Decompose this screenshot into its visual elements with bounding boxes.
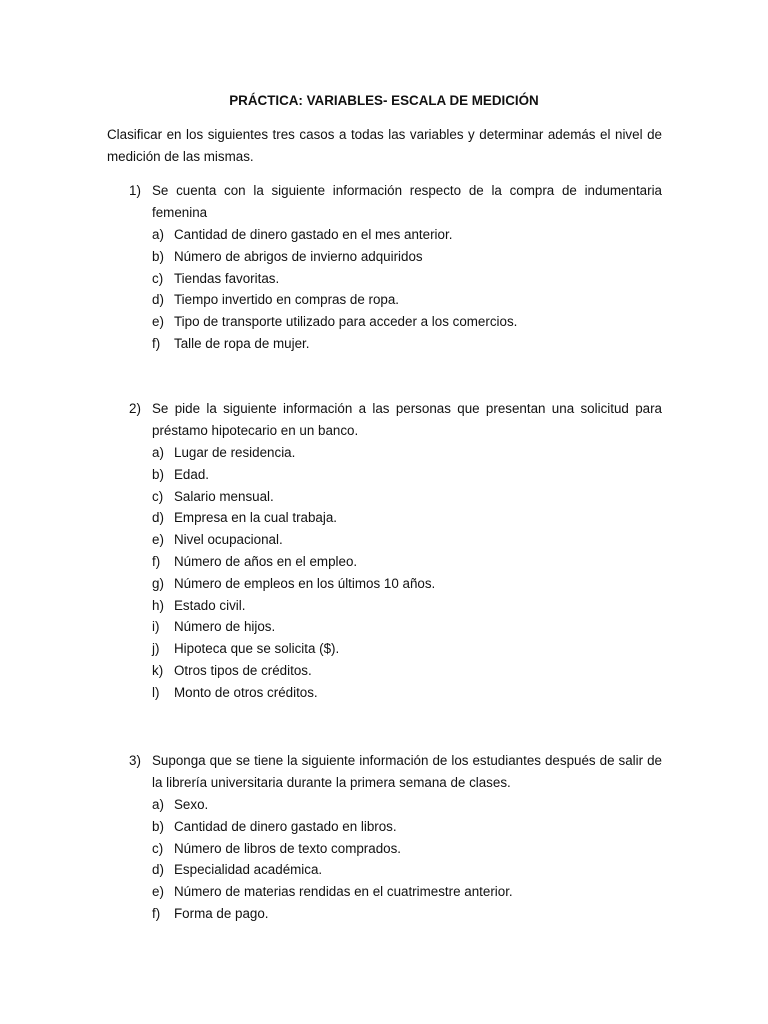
item-text: Cantidad de dinero gastado en el mes anterior.: [174, 227, 453, 242]
item-text: Número de hijos.: [174, 619, 276, 635]
item-text: Edad.: [174, 466, 209, 482]
item-letter: c): [152, 840, 164, 856]
item-letter: g): [152, 575, 164, 591]
page-title: PRÁCTICA: VARIABLES- ESCALA DE MEDICIÓN: [229, 93, 539, 108]
list-item: [107, 660, 662, 682]
list-item: [107, 507, 662, 529]
item-letter: k): [152, 662, 164, 678]
list-item: [107, 859, 662, 881]
item-text: Forma de pago.: [174, 905, 269, 921]
question-number: 2): [129, 401, 141, 416]
item-letter: i): [152, 619, 160, 635]
list-item: [107, 903, 662, 925]
item-text: Hipoteca que se solicita ($).: [174, 641, 340, 657]
item-text: Tipo de transporte utilizado para acceder a los comercios.: [174, 314, 518, 330]
item-letter: d): [152, 510, 164, 526]
item-text: Especialidad académica.: [174, 862, 323, 878]
question-2: [107, 398, 662, 704]
item-text: Cantidad de dinero gastado en libros.: [174, 818, 397, 834]
list-item: [107, 616, 662, 638]
list-item: [107, 573, 662, 595]
item-text: Tiempo invertido en compras de ropa.: [174, 292, 400, 308]
question-number: 3): [129, 753, 141, 768]
list-item: [107, 551, 662, 573]
item-letter: f): [152, 905, 161, 921]
item-letter: h): [152, 597, 164, 613]
question-text: Se pide la siguiente información a las personas que presentan una solicitud para préstamo hipotecario en un banco.: [152, 401, 662, 438]
item-letter: e): [152, 884, 164, 900]
question-text: Suponga que se tiene la siguiente información de los estudiantes después de salir de la librería universitaria durante la primera semana de clases.: [152, 753, 662, 790]
item-text: Número de empleos en los últimos 10 años.: [174, 575, 436, 591]
list-item: [107, 289, 662, 311]
item-letter: b): [152, 248, 164, 264]
list-item: [107, 529, 662, 551]
list-item: [107, 333, 662, 355]
item-letter: f): [152, 335, 161, 351]
list-item: [107, 816, 662, 838]
item-text: Lugar de residencia.: [174, 445, 296, 460]
item-text: Salario mensual.: [174, 488, 274, 504]
item-text: Número de libros de texto comprados.: [174, 840, 402, 856]
item-letter: a): [152, 445, 164, 460]
item-letter: b): [152, 818, 164, 834]
item-letter: e): [152, 532, 164, 548]
item-letter: c): [152, 488, 164, 504]
item-text: Estado civil.: [174, 597, 246, 613]
question-number: 1): [129, 183, 141, 198]
item-letter: d): [152, 292, 164, 308]
question-3: [107, 750, 662, 925]
item-letter: d): [152, 862, 164, 878]
list-item: [107, 794, 662, 816]
item-text: Nivel ocupacional.: [174, 532, 283, 548]
item-text: Número de años en el empleo.: [174, 553, 358, 569]
list-item: [107, 595, 662, 617]
list-item: [107, 464, 662, 486]
question-text: Se cuenta con la siguiente información respecto de la compra de indumentaria femenina: [152, 183, 662, 220]
item-text: Empresa en la cual trabaja.: [174, 510, 338, 526]
intro-paragraph: Clasificar en los siguientes tres casos a todas las variables y determinar además el nivel de medición de las mismas.: [107, 127, 662, 164]
item-letter: j): [152, 641, 160, 657]
item-letter: l): [152, 684, 160, 700]
item-letter: a): [152, 797, 164, 812]
question-1: [107, 180, 662, 355]
list-item: [107, 881, 662, 903]
list-item: [107, 268, 662, 290]
list-item: [107, 246, 662, 268]
list-item: [107, 486, 662, 508]
item-letter: f): [152, 553, 161, 569]
item-letter: c): [152, 270, 164, 286]
item-text: Sexo.: [174, 797, 209, 812]
item-text: Número de materias rendidas en el cuatrimestre anterior.: [174, 884, 513, 900]
item-list: [107, 442, 662, 704]
item-text: Tiendas favoritas.: [174, 270, 280, 286]
list-item: [107, 682, 662, 704]
item-text: Talle de ropa de mujer.: [174, 335, 310, 351]
list-item: [107, 638, 662, 660]
list-item: [107, 838, 662, 860]
item-list: [107, 794, 662, 925]
list-item: [107, 311, 662, 333]
list-item: [107, 442, 662, 464]
item-letter: e): [152, 314, 164, 330]
item-letter: b): [152, 466, 164, 482]
item-text: Número de abrigos de invierno adquiridos: [174, 248, 423, 264]
item-letter: a): [152, 227, 164, 242]
item-text: Otros tipos de créditos.: [174, 662, 312, 678]
item-text: Monto de otros créditos.: [174, 684, 318, 700]
list-item: [107, 224, 662, 246]
item-list: [107, 224, 662, 355]
